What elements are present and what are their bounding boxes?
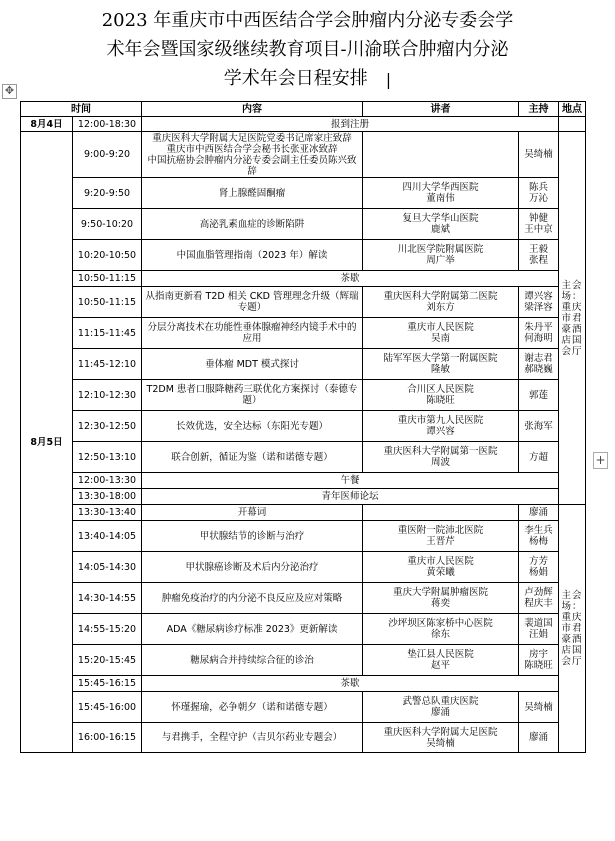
cell-line: 汪娟 (528, 629, 548, 640)
host-cell (519, 380, 559, 411)
content-cell (142, 505, 363, 521)
time-cell: 10:20-10:50 (73, 240, 142, 271)
cell-line: 重庆医科大学附属第一医院 (383, 446, 498, 457)
content-cell (142, 645, 363, 676)
cell-line: 方超 (528, 451, 548, 463)
speaker-cell (363, 209, 519, 240)
cell-line: 吴绮楠 (524, 149, 553, 160)
table-row (21, 583, 586, 614)
cell-line: 陈兵 (528, 182, 548, 193)
table-row (21, 552, 586, 583)
cell-line: 糖尿病合并持续综合征的诊治 (190, 654, 314, 666)
cell-line: 房宇 (528, 649, 548, 660)
cell-line: 张海军 (524, 420, 553, 432)
venue-cell: 主会场：重庆市君豪酒店国会厅 (559, 505, 586, 753)
cell-line: 长效优选，安全达标（东阳光专题） (175, 420, 328, 432)
time-cell: 15:45-16:00 (73, 692, 142, 723)
speaker-cell (363, 583, 519, 614)
cell-line: 隆敏 (430, 364, 450, 375)
speaker-cell (363, 505, 519, 521)
time-cell: 14:55-15:20 (73, 614, 142, 645)
content-cell (142, 178, 363, 209)
content-cell (142, 723, 363, 753)
table-row (21, 287, 586, 318)
time-cell: 10:50-11:15 (73, 287, 142, 318)
cell-line: 杨娟 (528, 567, 548, 578)
speaker-cell (363, 521, 519, 552)
cell-line: 重庆医科大学附属大足医院党委书记席家庄致辞 (152, 132, 352, 144)
time-cell: 15:45-16:15 (73, 676, 142, 692)
speaker-cell (363, 349, 519, 380)
speaker-cell (363, 240, 519, 271)
text-cursor-icon: | (385, 69, 392, 89)
cell-line: 陆军军医大学第一附属医院 (383, 353, 498, 364)
cell-line: 郝晓巍 (524, 364, 553, 375)
document-title (0, 6, 615, 93)
cell-line: 何海明 (524, 333, 553, 344)
cell-line: 谭兴容 (524, 291, 553, 302)
time-cell: 9:50-10:20 (73, 209, 142, 240)
title-line-1: 2023 年重庆市中西医结合学会肿瘤内分泌专委会学 (101, 10, 514, 31)
time-cell: 14:30-14:55 (73, 583, 142, 614)
table-row (21, 178, 586, 209)
speaker-cell (363, 552, 519, 583)
cell-line: 川北医学院附属医院 (397, 244, 484, 255)
cell-line: 周波 (430, 457, 450, 468)
speaker-cell (363, 318, 519, 349)
header-time: 时间 (21, 102, 142, 117)
speaker-cell (363, 178, 519, 209)
host-cell (519, 583, 559, 614)
host-cell (519, 521, 559, 552)
cell-line: 万沁 (528, 193, 548, 204)
cell-line: 陈晓旺 (524, 660, 553, 671)
cell-line: 从指南更新看 T2D 相关 CKD 管理理念升级（辉瑞专题） (145, 291, 359, 313)
table-row (21, 505, 586, 521)
table-row (21, 117, 586, 132)
cell-line: 复旦大学华山医院 (402, 213, 479, 224)
date-cell: 8月5日 (21, 132, 73, 753)
schedule-body (21, 117, 586, 753)
cell-line: 肾上腺醛固酮瘤 (218, 187, 286, 199)
title-line-3 (0, 64, 615, 93)
cell-line: 中国抗癌协会肿瘤内分泌专委会副主任委员陈兴致辞 (147, 154, 357, 177)
cell-line: 肿瘤免疫治疗的内分泌不良反应及应对策略 (161, 592, 343, 604)
session-title-cell: 报到注册 (142, 117, 559, 132)
time-cell: 13:30-18:00 (73, 489, 142, 505)
table-row (21, 614, 586, 645)
time-cell: 16:00-16:15 (73, 723, 142, 753)
host-cell (519, 318, 559, 349)
cell-line: 甲状腺癌诊断及术后内分泌治疗 (185, 561, 319, 573)
cell-line: 陈晓旺 (426, 395, 455, 406)
session-title-cell: 午餐 (142, 473, 559, 489)
cell-line: 王毅 (528, 244, 548, 255)
cell-line: 开幕词 (237, 507, 267, 518)
content-cell (142, 521, 363, 552)
cell-line: 程庆丰 (524, 598, 553, 609)
content-cell (142, 583, 363, 614)
cell-line: ADA《糖尿病诊疗标准 2023》更新解读 (166, 623, 338, 635)
cell-line: 四川大学华西医院 (402, 182, 479, 193)
host-cell (519, 552, 559, 583)
table-row (21, 411, 586, 442)
cell-line: 李生兵 (524, 525, 553, 536)
content-cell (142, 132, 363, 178)
table-row (21, 209, 586, 240)
cell-line: 合川区人民医院 (407, 384, 474, 395)
header-host: 主持 (519, 102, 559, 117)
time-cell: 14:05-14:30 (73, 552, 142, 583)
content-cell (142, 614, 363, 645)
table-row (21, 645, 586, 676)
table-row (21, 240, 586, 271)
host-cell (519, 442, 559, 473)
table-row (21, 318, 586, 349)
table-row (21, 692, 586, 723)
content-cell (142, 287, 363, 318)
host-cell (519, 614, 559, 645)
session-title-cell: 青年医师论坛 (142, 489, 559, 505)
schedule-table (20, 101, 586, 753)
table-row (21, 473, 586, 489)
cell-line: 张程 (528, 255, 548, 266)
table-row (21, 442, 586, 473)
cell-line: 中国血脂管理指南（2023 年）解读 (176, 249, 328, 261)
cell-line: 卢劲辉 (524, 587, 553, 598)
content-cell (142, 442, 363, 473)
host-cell (519, 692, 559, 723)
header-venue: 地点 (559, 102, 586, 117)
time-cell: 12:30-12:50 (73, 411, 142, 442)
venue-cell: 主会场：重庆市君豪酒店国会厅 (559, 132, 586, 505)
cell-line: 谭兴容 (426, 426, 455, 437)
cell-line: 分层分离技术在功能性垂体腺瘤神经内镜手术中的应用 (147, 322, 357, 344)
speaker-cell (363, 442, 519, 473)
cell-line: 杨梅 (528, 536, 548, 547)
cell-line: 重庆大学附属肿瘤医院 (392, 587, 488, 598)
time-cell: 13:30-13:40 (73, 505, 142, 521)
cell-line: 鹿斌 (430, 224, 450, 235)
time-cell: 13:40-14:05 (73, 521, 142, 552)
header-speaker: 讲者 (363, 102, 519, 117)
cell-line: 垂体瘤 MDT 模式探讨 (205, 358, 299, 370)
time-cell: 11:45-12:10 (73, 349, 142, 380)
cell-line: 廖涌 (528, 732, 548, 743)
time-cell: 12:00-18:30 (73, 117, 142, 132)
content-cell (142, 240, 363, 271)
cell-line: T2DM 患者口服降糖药三联优化方案探讨（泰德专题） (146, 384, 358, 406)
content-cell (142, 318, 363, 349)
speaker-cell (363, 614, 519, 645)
venue-cell-empty (559, 117, 586, 132)
speaker-cell (363, 645, 519, 676)
table-row (21, 380, 586, 411)
host-cell (519, 723, 559, 753)
host-cell (519, 240, 559, 271)
cell-line: 蒋奕 (430, 598, 450, 609)
cell-line: 重庆医科大学附属第二医院 (383, 291, 498, 302)
cell-line: 重医附一院沛北医院 (397, 525, 484, 536)
table-row (21, 723, 586, 753)
title-line-2: 术年会暨国家级继续教育项目-川渝联合肿瘤内分泌 (106, 39, 509, 60)
cell-line: 重庆市第九人民医院 (397, 415, 484, 426)
cell-line: 郭莲 (528, 389, 548, 401)
time-cell: 10:50-11:15 (73, 271, 142, 287)
cell-line: 谢志君 (524, 353, 553, 364)
cell-line: 重庆市中西医结合学会秘书长张亚冰致辞 (166, 143, 338, 155)
cell-line: 甲状腺结节的诊断与治疗 (199, 530, 305, 542)
content-cell (142, 692, 363, 723)
speaker-cell (363, 411, 519, 442)
table-row (21, 271, 586, 287)
cell-line: 联合创新，循证为鉴（诺和诺德专题） (171, 451, 333, 463)
cell-line: 吴南 (430, 333, 450, 344)
add-row-button[interactable]: + (593, 452, 608, 469)
table-row (21, 489, 586, 505)
cell-line: 廖涌 (528, 507, 548, 518)
cell-line: 裴道国 (524, 618, 553, 629)
cell-line: 重庆市人民医院 (407, 556, 474, 567)
cell-line: 刘东方 (426, 302, 455, 313)
time-cell: 12:10-12:30 (73, 380, 142, 411)
cell-line: 武警总队重庆医院 (402, 696, 479, 707)
cell-line: 黄荣曦 (426, 567, 455, 578)
table-row (21, 132, 586, 178)
host-cell (519, 349, 559, 380)
host-cell (519, 209, 559, 240)
content-cell (142, 552, 363, 583)
host-cell (519, 132, 559, 178)
content-cell (142, 209, 363, 240)
cell-line: 王晋芹 (426, 536, 455, 547)
time-cell: 11:15-11:45 (73, 318, 142, 349)
time-cell: 9:00-9:20 (73, 132, 142, 178)
cell-line: 王中京 (524, 224, 553, 235)
cell-line: 梁泽容 (524, 302, 553, 313)
host-cell (519, 411, 559, 442)
title-line-3-text: 学术年会日程安排 (223, 68, 368, 89)
date-cell: 8月4日 (21, 117, 73, 132)
cell-line: 方芳 (528, 556, 548, 567)
header-row (21, 102, 586, 117)
table-move-handle-icon[interactable]: ✥ (2, 84, 17, 99)
speaker-cell (363, 692, 519, 723)
cell-line: 吴绮楠 (426, 737, 455, 749)
host-cell (519, 645, 559, 676)
session-title-cell: 茶歇 (142, 676, 559, 692)
speaker-cell (363, 287, 519, 318)
time-cell: 15:20-15:45 (73, 645, 142, 676)
speaker-cell (363, 380, 519, 411)
time-cell: 12:00-13:30 (73, 473, 142, 489)
cell-line: 垫江县人民医院 (407, 649, 474, 660)
table-row (21, 676, 586, 692)
cell-line: 怀瑾握瑜，必争朝夕（诺和诺德专题） (171, 701, 333, 713)
speaker-cell (363, 132, 519, 178)
cell-line: 与君携手，全程守护（吉贝尔药业专题会） (161, 732, 343, 743)
cell-line: 廖涌 (430, 707, 450, 718)
host-cell (519, 178, 559, 209)
cell-line: 吴绮楠 (524, 701, 553, 713)
cell-line: 董南伟 (426, 193, 455, 204)
content-cell (142, 411, 363, 442)
cell-line: 沙坪坝区陈家桥中心医院 (388, 618, 493, 629)
table-row (21, 521, 586, 552)
cell-line: 钟健 (528, 213, 548, 224)
cell-line: 重庆市人民医院 (407, 322, 474, 333)
cell-line: 高泌乳素血症的诊断陷阱 (199, 218, 305, 230)
speaker-cell (363, 723, 519, 753)
content-cell (142, 380, 363, 411)
host-cell (519, 505, 559, 521)
time-cell: 9:20-9:50 (73, 178, 142, 209)
time-cell: 12:50-13:10 (73, 442, 142, 473)
cell-line: 周广举 (426, 255, 455, 266)
host-cell (519, 287, 559, 318)
cell-line: 赵平 (430, 660, 450, 671)
content-cell (142, 349, 363, 380)
header-content: 内容 (142, 102, 363, 117)
table-row (21, 349, 586, 380)
session-title-cell: 茶歇 (142, 271, 559, 287)
cell-line: 徐东 (430, 629, 450, 640)
cell-line: 朱丹平 (524, 322, 553, 333)
cell-line: 重庆医科大学附属大足医院 (383, 726, 498, 738)
